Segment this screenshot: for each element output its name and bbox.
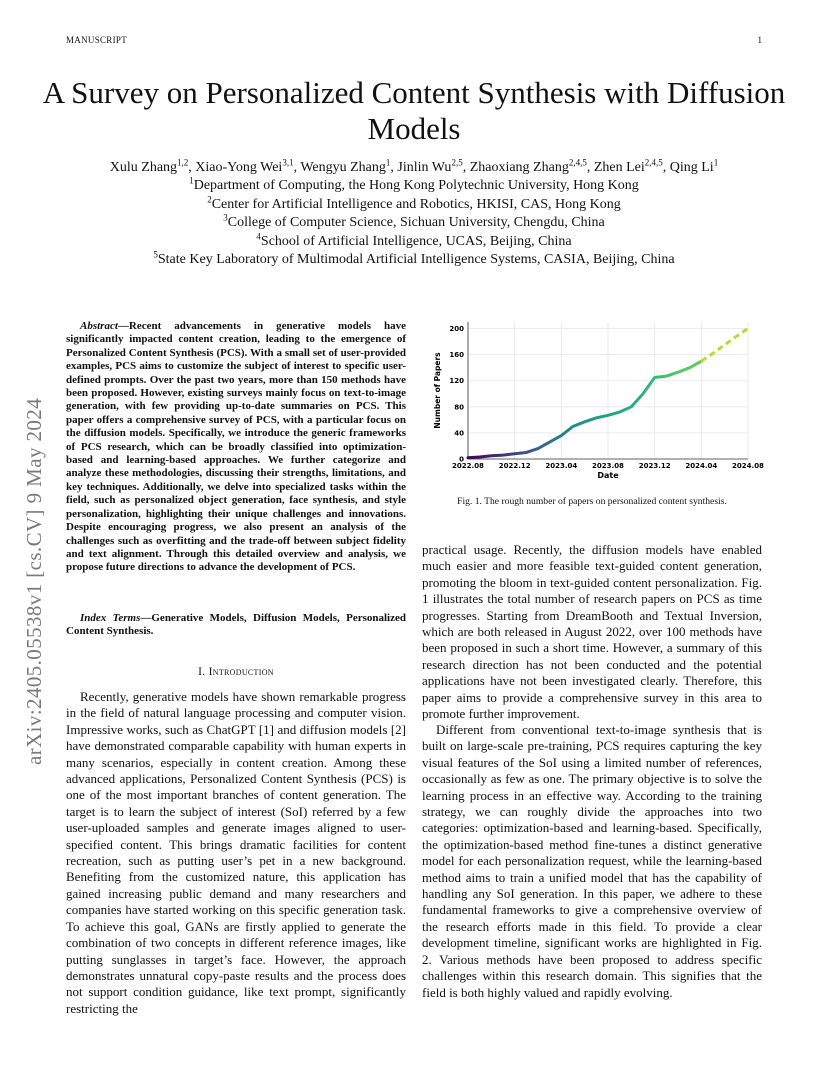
author-affiliation-marker: 1 bbox=[713, 157, 719, 168]
index-terms-lead: Index Terms bbox=[80, 612, 141, 624]
author-affiliation-marker: 3,1 bbox=[282, 157, 294, 168]
x-tick-label: 2022.12 bbox=[498, 462, 531, 470]
author: Jinlin Wu$^{2,5}$ bbox=[397, 157, 463, 175]
y-tick-label: 120 bbox=[449, 377, 464, 386]
author-affiliation-marker: 2,5 bbox=[451, 157, 463, 168]
figure-1-chart bbox=[430, 316, 764, 488]
author: Qing Li$^1$ bbox=[669, 157, 719, 175]
affiliation-marker: 2 bbox=[207, 193, 212, 204]
author-affiliation-marker: 2,4,5 bbox=[644, 157, 663, 168]
author: Zhen Lei$^{2,4,5}$ bbox=[593, 157, 663, 175]
section-title: Introduction bbox=[208, 666, 274, 678]
y-tick-label: 80 bbox=[454, 403, 464, 412]
series-line-projected bbox=[701, 329, 748, 362]
section-number: I. bbox=[198, 666, 206, 678]
affiliation-marker: 1 bbox=[189, 175, 194, 186]
affiliation: $^4$School of Artificial Intelligence, UCAS, Beijing, China bbox=[256, 231, 572, 249]
section-heading-introduction bbox=[66, 666, 406, 678]
author-affiliation-marker: 1 bbox=[385, 157, 391, 168]
x-tick-label: 2024.04 bbox=[685, 462, 718, 470]
chart-y-label: Number of Papers bbox=[433, 352, 442, 429]
x-tick-label: 2023.12 bbox=[638, 462, 671, 470]
author: Wengyu Zhang$^1$ bbox=[300, 157, 391, 175]
affiliation-marker: 3 bbox=[223, 212, 228, 223]
x-tick-label: 2024.08 bbox=[732, 462, 764, 470]
y-tick-label: 0 bbox=[459, 455, 464, 464]
author: Xulu Zhang$^{1,2}$ bbox=[109, 157, 189, 175]
abstract bbox=[66, 320, 406, 575]
affiliation: $^2$Center for Artificial Intelligence and Robotics, HKISI, CAS, Hong Kong bbox=[207, 193, 621, 212]
index-terms bbox=[66, 612, 406, 639]
affiliation: $^5$State Key Laboratory of Multimodal Artificial Intelligence Systems, CASIA, Beijing, China bbox=[153, 249, 675, 268]
affiliation-list bbox=[40, 177, 788, 270]
author-list: Xulu Zhang$^{1,2}$, Xiao-Yong Wei$^{3,1}$, Wengyu Zhang$^1$, Jinlin Wu$^{2,5}$, Zhaoxiang Zhang$^{2,4,5}$, Zhen Lei$^{2,4,5}$, Qing Li$^1$ bbox=[109, 157, 719, 175]
intro-paragraph-3: Different from conventional text-to-image synthesis that is built on large-scale pre-training, PCS requires capturing the key visual features of the SoI using a limited number of references, occasionally as few as one. The primary objective is to solve the learning process in an effective way. According to the training strategy, we can roughly divide the approaches into two categories: optimization-based and learning-based. Specifically, the optimization-based method fine-tunes a distinct generative model for each personalization request, while the learning-based method aims to train a unified model that has the capability of handling any SoI generation. In this paper, we adhere to these fundamental frameworks to give a comprehensive overview of the research efforts made in this field. To provide a clear development timeline, significant works are highlighted in Fig. 2. Various methods have been proposed to address specific challenges within this research domain. This signifies that the field is both highly valued and rapidly evolving. bbox=[422, 722, 762, 1000]
affiliation: $^3$College of Computer Science, Sichuan University, Chengdu, China bbox=[223, 212, 605, 231]
intro-paragraph-2: practical usage. Recently, the diffusion models have enabled much easier and more feasible text-guided content generation, promoting the bloom in text-guided content personalization. Fig. 1 illustrates the total number of research papers on PCS as time progresses. Starting from DreamBooth and Textual Inversion, which are both released in August 2022, over 100 methods have been proposed in such a short time. However, a summary of this research direction has not been conducted and the potential applications have not been investigated clearly. Therefore, this paper aims to provide a comprehensive survey in this area to promote further improvement. bbox=[422, 542, 762, 722]
y-tick-label: 200 bbox=[449, 325, 464, 334]
x-tick-label: 2023.04 bbox=[545, 462, 578, 470]
chart-ticks bbox=[449, 325, 764, 470]
arxiv-identifier: arXiv:2405.05538v1 [cs.CV] 9 May 2024 bbox=[22, 397, 46, 765]
running-header: MANUSCRIPT bbox=[66, 35, 128, 45]
author-affiliation-marker: 1,2 bbox=[177, 157, 189, 168]
abstract-text: —Recent advancements in generative models have significantly impacted content creation, leading to the emergence of Personalized Content Synthesis (PCS). With a small set of user-provided examples, PCS aims to customize the subject of interest to specific user-defined prompts. Over the past two years, more than 150 methods have been proposed. However, existing surveys mainly focus on text-to-image generation, with few providing up-to-date summaries on PCS. This paper offers a comprehensive survey of PCS, with a particular focus on the diffusion models. Specifically, we introduce the generic frameworks of PCS research, which can be broadly classified into optimization-based and learning-based approaches. We further categorize and analyze these methodologies, discussing their strengths, limitations, and key techniques. Additionally, we delve into specialized tasks within the field, such as personalized object generation, face synthesis, and style personalization, highlighting their unique challenges and innovations. Despite encouraging progress, we also present an analysis of the challenges such as overfitting and the trade-off between subject fidelity and text alignment. Through this detailed overview and analysis, we propose future directions to advance the development of PCS. bbox=[66, 320, 406, 574]
figure-1-caption: Fig. 1. The rough number of papers on personalized content synthesis. bbox=[457, 496, 727, 507]
author: Xiao-Yong Wei$^{3,1}$ bbox=[195, 157, 294, 175]
series-line-observed bbox=[468, 361, 701, 458]
y-tick-label: 160 bbox=[449, 351, 464, 360]
page-number: 1 bbox=[757, 35, 762, 45]
x-tick-label: 2022.08 bbox=[452, 462, 484, 470]
paper-title: A Survey on Personalized Content Synthesis with Diffusion Models bbox=[42, 75, 786, 146]
intro-paragraph-1: Recently, generative models have shown remarkable progress in the field of natural language processing and computer vision. Impressive works, such as ChatGPT [1] and diffusion models [2] have demonstrated comparable capability with human experts in many scenarios, especially in content creation. Among these advanced applications, Personalized Content Synthesis (PCS) is one of the most important branches of content generation. The target is to learn the subject of interest (SoI) referred by a few user-uploaded samples and generate images aligned to user-specified content. This brings dramatic facilities for content recreation, such as putting user’s pet in a new background. Benefiting from the customized nature, this application has gained increasing public demand and many researchers and companies have started working on this specific generation task. To achieve this goal, GANs are firstly applied to generate the combination of two concepts in different reference images, like putting sunglasses in target’s face. However, the approach demonstrates unnatural copy-paste results and the process does not support condition guidance, like text prompt, significantly restricting the bbox=[66, 689, 406, 1016]
chart-x-label: Date bbox=[597, 471, 619, 480]
index-terms-text: —Generative Models, Diffusion Models, Personalized Content Synthesis. bbox=[66, 612, 406, 638]
paper-count-chart bbox=[430, 316, 764, 488]
affiliation-marker: 5 bbox=[153, 249, 158, 260]
author-affiliation-marker: 2,4,5 bbox=[568, 157, 587, 168]
y-tick-label: 40 bbox=[454, 429, 464, 438]
chart-grid bbox=[468, 322, 748, 459]
affiliation-marker: 4 bbox=[256, 231, 261, 242]
abstract-lead: Abstract bbox=[80, 320, 118, 332]
author: Zhaoxiang Zhang$^{2,4,5}$ bbox=[469, 157, 587, 175]
affiliation: $^1$Department of Computing, the Hong Kong Polytechnic University, Hong Kong bbox=[189, 175, 639, 193]
x-tick-label: 2023.08 bbox=[592, 462, 624, 470]
